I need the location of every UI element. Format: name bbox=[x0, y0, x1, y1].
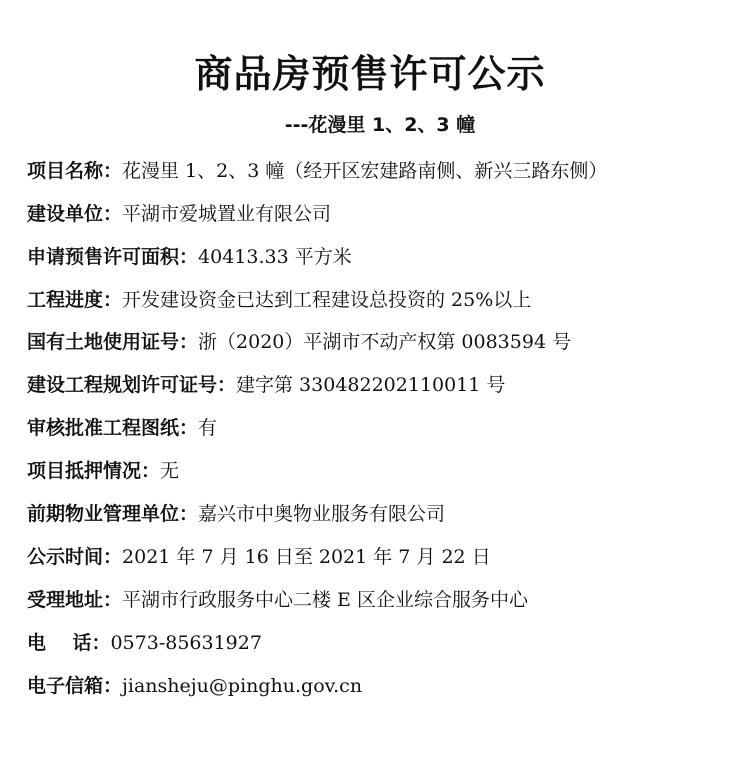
field-label: 项目抵押情况： bbox=[27, 460, 161, 482]
field-value: 有 bbox=[198, 417, 218, 439]
page-title: 商品房预售许可公示 bbox=[194, 52, 546, 96]
field-label: 项目名称： bbox=[27, 160, 123, 182]
field-acceptance-address bbox=[27, 583, 528, 617]
field-value: 平湖市爱城置业有限公司 bbox=[122, 203, 332, 225]
field-value: 嘉兴市中奥物业服务有限公司 bbox=[198, 503, 446, 525]
field-value: 无 bbox=[160, 460, 180, 482]
field-label: 国有土地使用证号： bbox=[27, 331, 199, 353]
field-property-management bbox=[27, 497, 445, 531]
field-value: 平湖市行政服务中心二楼 E 区企业综合服务中心 bbox=[122, 589, 528, 611]
field-presale-area bbox=[27, 240, 352, 274]
field-label: 建设单位： bbox=[27, 203, 123, 225]
field-label: 建设工程规划许可证号： bbox=[27, 374, 237, 396]
field-label: 公示时间： bbox=[27, 546, 123, 568]
field-label: 工程进度： bbox=[27, 289, 123, 311]
field-value: 花漫里 1、2、3 幢（经开区宏建路南侧、新兴三路东侧） bbox=[122, 160, 608, 182]
field-project-name bbox=[27, 154, 607, 188]
field-value: 开发建设资金已达到工程建设总投资的 25%以上 bbox=[122, 289, 532, 311]
field-developer bbox=[27, 197, 331, 231]
field-label: 受理地址： bbox=[27, 589, 123, 611]
field-label: 前期物业管理单位： bbox=[27, 503, 199, 525]
field-value: 0573-85631927 bbox=[110, 632, 262, 654]
field-planning-permit bbox=[27, 368, 505, 402]
field-label: 申请预售许可面积： bbox=[27, 246, 199, 268]
field-land-certificate bbox=[27, 325, 571, 359]
field-value: 建字第 330482202110011 号 bbox=[236, 374, 506, 396]
field-value: jiansheju@pinghu.gov.cn bbox=[122, 675, 363, 697]
field-value: 2021 年 7 月 16 日至 2021 年 7 月 22 日 bbox=[122, 546, 491, 568]
field-announcement-period bbox=[27, 540, 491, 574]
field-email bbox=[27, 669, 362, 703]
field-value: 浙（2020）平湖市不动产权第 0083594 号 bbox=[198, 331, 572, 353]
field-label: 电 话： bbox=[27, 632, 111, 654]
field-value: 40413.33 平方米 bbox=[198, 246, 352, 268]
field-label: 审核批准工程图纸： bbox=[27, 417, 199, 439]
field-telephone bbox=[27, 626, 262, 660]
field-construction-progress bbox=[27, 283, 531, 317]
field-mortgage-status bbox=[27, 454, 179, 488]
field-label: 电子信箱： bbox=[27, 675, 123, 697]
field-approved-drawings bbox=[27, 411, 217, 445]
page-subtitle: ---花漫里 1、2、3 幢 bbox=[284, 114, 476, 136]
